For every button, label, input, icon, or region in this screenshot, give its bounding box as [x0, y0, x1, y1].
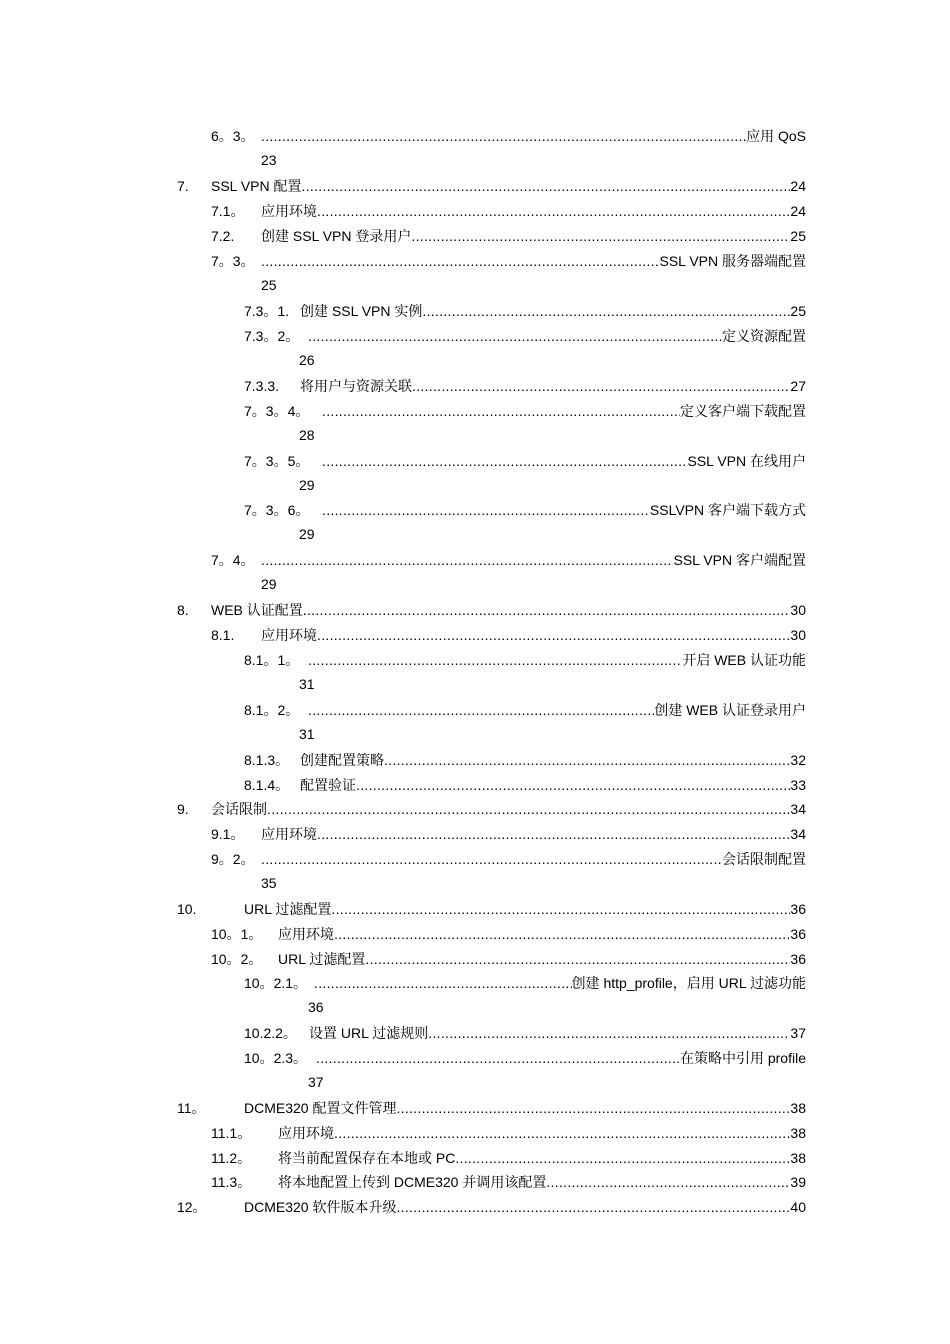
toc-leader-dots: [261, 550, 673, 570]
toc-entry-title: 应用环境: [261, 627, 317, 643]
toc-leader-dots: [411, 226, 790, 246]
toc-leader-dots: [322, 451, 687, 471]
toc-entry-7-1[interactable]: [211, 201, 806, 221]
toc-entry-number: 7.1。: [211, 203, 245, 219]
toc-entry-number: 10。1。: [211, 926, 263, 942]
toc-leader-dots: [455, 1148, 790, 1168]
toc-entry-page: SSL VPN 客户端配置: [673, 552, 806, 568]
toc-entry-page: 开启 WEB 认证功能: [682, 652, 806, 668]
toc-leader-dots: [384, 750, 790, 770]
toc-entry-page: 36: [790, 951, 806, 967]
toc-entry-11-3[interactable]: [211, 1172, 806, 1192]
toc-entry-continuation: 37: [308, 1074, 324, 1090]
toc-leader-dots: [308, 326, 722, 346]
toc-entry-title: 将用户与资源关联: [300, 378, 412, 394]
toc-entry-number: 10。2。: [211, 951, 263, 967]
toc-entry-page: 定义资源配置: [722, 328, 806, 344]
toc-entry-number: 7。3。5。: [244, 453, 310, 469]
toc-entry-number: 7。4。: [211, 552, 255, 568]
toc-entry-title: 创建配置策略: [300, 752, 384, 768]
toc-entry-number: 11。: [177, 1100, 206, 1116]
toc-entry-10-2[interactable]: [211, 949, 806, 969]
toc-entry-page: SSL VPN 服务器端配置: [659, 253, 806, 269]
toc-entry-9-1[interactable]: [211, 824, 806, 844]
toc-leader-dots: [267, 799, 790, 819]
toc-entry-page: 应用 QoS: [746, 128, 806, 144]
toc-entry-7[interactable]: [177, 176, 806, 196]
toc-entry-number: 10.2.2。: [244, 1025, 297, 1041]
toc-entry-8-1-1[interactable]: [244, 650, 806, 670]
toc-entry-number: 8.1.3。: [244, 752, 290, 768]
toc-entry-title: 会话限制: [211, 801, 267, 817]
toc-entry-number: 9。2。: [211, 851, 255, 867]
toc-entry-number: 7.2.: [211, 228, 235, 244]
toc-leader-dots: [428, 1023, 790, 1043]
toc-entry-continuation: 31: [299, 726, 315, 742]
toc-entry-number: 8.1.4。: [244, 777, 290, 793]
toc-entry-number: 7。3。6。: [244, 502, 310, 518]
toc-leader-dots: [261, 126, 746, 146]
toc-entry-12[interactable]: [177, 1197, 806, 1217]
toc-entry-number: 7.3。1.: [244, 303, 290, 319]
toc-entry-11-2[interactable]: [211, 1148, 806, 1168]
toc-entry-title: SSL VPN 配置: [211, 178, 302, 194]
toc-leader-dots: [365, 949, 790, 969]
toc-entry-title: 应用环境: [261, 826, 317, 842]
toc-entry-7-2[interactable]: [211, 226, 806, 246]
toc-entry-title: 配置验证: [300, 777, 356, 793]
toc-entry-page: 33: [790, 777, 806, 793]
toc-entry-number: 9.1。: [211, 826, 245, 842]
toc-entry-page: 27: [790, 378, 806, 394]
toc-entry-number: 11.3。: [211, 1174, 252, 1190]
toc-entry-11-1[interactable]: [211, 1123, 806, 1143]
toc-entry-page: 24: [790, 178, 806, 194]
toc-leader-dots: [316, 1048, 680, 1068]
toc-entry-number: 7。3。4。: [244, 403, 310, 419]
toc-entry-title: 应用环境: [261, 203, 317, 219]
toc-leader-dots: [261, 251, 659, 271]
toc-entry-title: 应用环境: [278, 1125, 334, 1141]
toc-entry-page: 36: [790, 901, 806, 917]
toc-leader-dots: [334, 1123, 790, 1143]
toc-entry-7-3-4[interactable]: [244, 401, 806, 421]
toc-entry-8-1[interactable]: [211, 625, 806, 645]
toc-leader-dots: [322, 500, 650, 520]
toc-entry-number: 10。2.3。: [244, 1050, 308, 1066]
toc-entry-title: 设置 URL 过滤规则: [309, 1025, 429, 1041]
toc-entry-number: 10。2.1。: [244, 975, 308, 991]
toc-entry-page: 36: [790, 926, 806, 942]
toc-entry-page: 39: [790, 1174, 806, 1190]
toc-entry-page: 30: [790, 602, 806, 618]
toc-entry-number: 7。3。: [211, 253, 255, 269]
toc-entry-continuation: 29: [299, 477, 315, 493]
toc-entry-page: 30: [790, 627, 806, 643]
toc-entry-page: 37: [790, 1025, 806, 1041]
toc-entry-11[interactable]: [177, 1098, 806, 1118]
toc-leader-dots: [331, 899, 790, 919]
toc-entry-page: 40: [790, 1199, 806, 1215]
toc-leader-dots: [317, 824, 790, 844]
toc-entry-page: 38: [790, 1150, 806, 1166]
toc-entry-continuation: 25: [261, 277, 277, 293]
toc-leader-dots: [546, 1172, 790, 1192]
toc-entry-number: 8.: [177, 602, 189, 618]
toc-entry-title: URL 过滤配置: [244, 901, 332, 917]
toc-entry-page: SSLVPN 客户端下载方式: [649, 502, 806, 518]
toc-leader-dots: [314, 973, 572, 993]
toc-leader-dots: [308, 700, 654, 720]
toc-leader-dots: [302, 176, 791, 196]
toc-entry-page: 定义客户端下载配置: [680, 403, 806, 419]
toc-leader-dots: [317, 625, 790, 645]
toc-entry-continuation: 36: [308, 999, 324, 1015]
toc-entry-8-1-2[interactable]: [244, 700, 806, 720]
toc-entry-10-2-2[interactable]: [244, 1023, 806, 1043]
toc-entry-continuation: 31: [299, 676, 315, 692]
toc-entry-number: 12。: [177, 1199, 207, 1215]
toc-entry-number: 7.3。2。: [244, 328, 300, 344]
toc-entry-number: 7.: [177, 178, 189, 194]
toc-entry-8-1-3[interactable]: [244, 750, 806, 770]
toc-entry-continuation: 23: [261, 152, 277, 168]
toc-entry-number: 10.: [177, 901, 197, 917]
toc-entry-number: 9.: [177, 801, 189, 817]
toc-entry-title: DCME320 配置文件管理: [244, 1100, 397, 1116]
toc-entry-10[interactable]: [177, 899, 806, 919]
toc-leader-dots: [412, 376, 790, 396]
toc-entry-7-3-5[interactable]: [244, 451, 806, 471]
toc-entry-8-1-4[interactable]: [244, 775, 806, 795]
toc-entry-title: URL 过滤配置: [278, 951, 366, 967]
toc-entry-page: 创建 WEB 认证登录用户: [654, 702, 806, 718]
toc-entry-page: 会话限制配置: [722, 851, 806, 867]
toc-entry-page: 25: [790, 228, 806, 244]
toc-leader-dots: [308, 650, 682, 670]
toc-entry-8[interactable]: [177, 600, 806, 620]
toc-entry-continuation: 29: [261, 576, 277, 592]
toc-entry-title: 应用环境: [278, 926, 334, 942]
toc-leader-dots: [334, 924, 790, 944]
toc-leader-dots: [396, 1197, 790, 1217]
toc-entry-page: 24: [790, 203, 806, 219]
toc-entry-page: 在策略中引用 profile: [679, 1050, 806, 1066]
toc-entry-continuation: 29: [299, 526, 315, 542]
toc-entry-continuation: 26: [299, 352, 315, 368]
toc-entry-page: 创建 http_profile，启用 URL 过滤功能: [571, 975, 806, 991]
toc-entry-page: 25: [790, 303, 806, 319]
toc-entry-title: DCME320 软件版本升级: [244, 1199, 397, 1215]
toc-entry-title: 创建 SSL VPN 实例: [300, 303, 423, 319]
toc-entry-number: 6。3。: [211, 128, 255, 144]
toc-entry-page: SSL VPN 在线用户: [687, 453, 806, 469]
toc-entry-number: 8.1.: [211, 627, 235, 643]
toc-entry-7-3-6[interactable]: [244, 500, 806, 520]
toc-entry-7-3-2[interactable]: [244, 326, 806, 346]
toc-entry-9[interactable]: [177, 799, 806, 819]
toc-entry-10-2-3[interactable]: [244, 1048, 806, 1068]
toc-entry-continuation: 35: [261, 875, 277, 891]
toc-entry-10-2-1[interactable]: [244, 973, 806, 993]
toc-entry-number: 11.1。: [211, 1125, 252, 1141]
toc-entry-page: 38: [790, 1125, 806, 1141]
toc-entry-number: 11.2。: [211, 1150, 252, 1166]
toc-entry-title: 将本地配置上传到 DCME320 并调用该配置: [278, 1174, 547, 1190]
toc-entry-9-2[interactable]: [211, 849, 806, 869]
toc-leader-dots: [317, 201, 790, 221]
toc-entry-10-1[interactable]: [211, 924, 806, 944]
toc-entry-7-3-3[interactable]: [244, 376, 806, 396]
toc-entry-7-3[interactable]: [211, 251, 806, 271]
toc-entry-7-3-1[interactable]: [244, 301, 806, 321]
toc-entry-number: 8.1。1。: [244, 652, 300, 668]
toc-entry-7-4[interactable]: [211, 550, 806, 570]
toc-leader-dots: [396, 1098, 790, 1118]
toc-entry-page: 38: [790, 1100, 806, 1116]
toc-leader-dots: [422, 301, 790, 321]
toc-leader-dots: [303, 600, 791, 620]
toc-entry-page: 34: [790, 801, 806, 817]
toc-entry-continuation: 28: [299, 427, 315, 443]
toc-leader-dots: [322, 401, 680, 421]
toc-entry-title: 创建 SSL VPN 登录用户: [261, 228, 412, 244]
toc-entry-title: 将当前配置保存在本地或 PC: [278, 1150, 456, 1166]
toc-entry-number: 7.3.3.: [244, 378, 280, 394]
toc-entry-page: 32: [790, 752, 806, 768]
toc-entry-6-3[interactable]: [211, 126, 806, 146]
toc-leader-dots: [356, 775, 790, 795]
toc-entry-number: 8.1。2。: [244, 702, 300, 718]
toc-leader-dots: [261, 849, 722, 869]
toc-entry-title: WEB 认证配置: [211, 602, 303, 618]
toc-entry-page: 34: [790, 826, 806, 842]
